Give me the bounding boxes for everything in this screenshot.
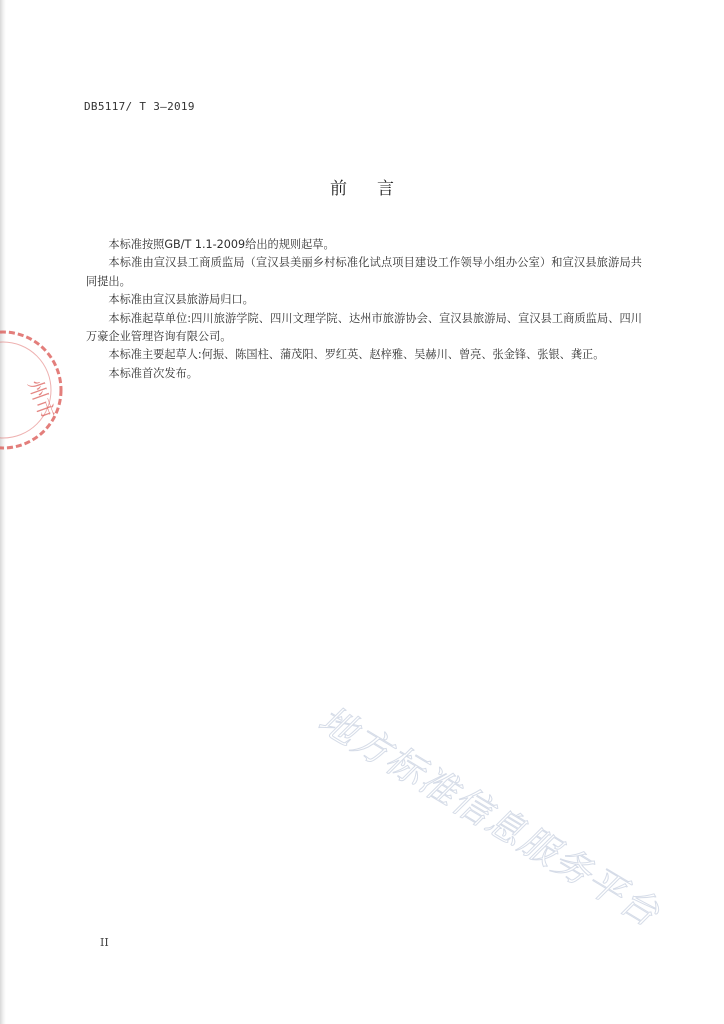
- document-id: DB5117/ T 3—2019: [84, 100, 195, 113]
- seal-text: 州市: [23, 376, 60, 423]
- watermark: 地方标准信息服务平台: [311, 697, 668, 936]
- page-title: 前言: [330, 179, 424, 199]
- paragraph: 本标准由宣汉县工商质监局（宣汉县美丽乡村标准化试点项目建设工作领导小组办公室）和宣汉县旅游局共同提出。: [86, 256, 642, 288]
- paragraph: 本标准主要起草人:何振、陈国柱、蒲茂阳、罗红英、赵梓雅、吴赫川、曾亮、张金锋、张银、龚正。: [108, 348, 605, 362]
- page-edge-shadow: [0, 0, 6, 1024]
- foreword-body: [86, 236, 642, 383]
- red-seal-stamp: [0, 325, 68, 455]
- paragraph: 本标准由宣汉县旅游局归口。: [108, 293, 254, 307]
- page-number: II: [100, 936, 109, 949]
- paragraph: 本标准按照GB/T 1.1-2009给出的规则起草。: [108, 238, 335, 251]
- paragraph: 本标准起草单位:四川旅游学院、四川文理学院、达州市旅游协会、宣汉县旅游局、宣汉县工商质监局、四川万豪企业管理咨询有限公司。: [86, 311, 642, 344]
- paragraph: 本标准首次发布。: [108, 366, 198, 380]
